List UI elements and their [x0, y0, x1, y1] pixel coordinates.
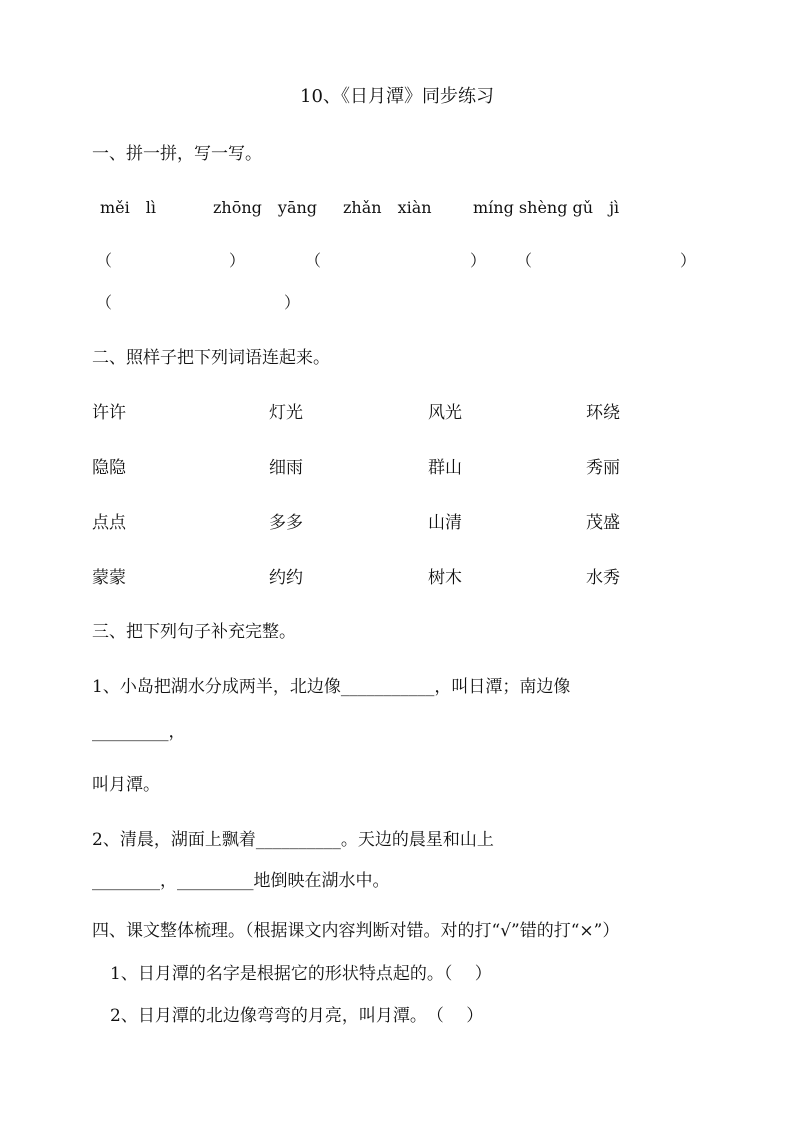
question-1-line-3: 叫月潭。	[92, 775, 160, 795]
blank-4-open: （	[96, 293, 113, 312]
blank-2-open: （	[305, 251, 322, 270]
judgment-item-2: 2、日月潭的北边像弯弯的月亮，叫月潭。 （ ）	[110, 1006, 484, 1026]
question-1-line-2: _________，	[92, 722, 186, 742]
blank-2-close: ）	[470, 251, 487, 270]
word-r2-c3: 群山	[428, 458, 462, 478]
word-r3-c2: 多多	[269, 513, 303, 533]
word-r3-c3: 山清	[428, 513, 462, 533]
pinyin-1: měi lì	[100, 198, 156, 217]
word-r3-c4: 茂盛	[586, 513, 620, 533]
section-1-heading: 一、拼一拼，写一写。	[92, 144, 262, 164]
pinyin-2: zhōng yāng	[213, 198, 318, 217]
blank-3-open: （	[516, 251, 533, 270]
word-r4-c3: 树木	[428, 568, 462, 588]
word-r2-c1: 隐隐	[92, 458, 126, 478]
word-r3-c1: 点点	[92, 513, 126, 533]
word-r2-c4: 秀丽	[586, 458, 620, 478]
question-2-line-1: 2、清晨，湖面上飘着__________。天边的晨星和山上	[92, 830, 494, 850]
word-r1-c2: 灯光	[269, 403, 303, 423]
word-r1-c1: 许许	[92, 403, 126, 423]
question-1-line-1: 1、小岛把湖水分成两半，北边像___________，叫日潭；南边像	[92, 677, 571, 697]
pinyin-3: zhǎn xiàn	[343, 198, 432, 217]
page-title: 10、《日月潭》同步练习	[300, 86, 494, 107]
blank-4-close: ）	[284, 293, 301, 312]
blank-3-close: ）	[680, 251, 697, 270]
question-2-line-2: ________，_________地倒映在湖水中。	[92, 871, 390, 891]
word-r2-c2: 细雨	[269, 458, 303, 478]
word-r4-c2: 约约	[269, 568, 303, 588]
blank-1-open: （	[96, 251, 113, 270]
section-2-heading: 二、照样子把下列词语连起来。	[92, 348, 330, 368]
judgment-item-1: 1、日月潭的名字是根据它的形状特点起的。（ ）	[110, 964, 492, 984]
section-4-heading: 四、课文整体梳理。（根据课文内容判断对错。对的打“√”错的打“×”）	[92, 921, 620, 941]
word-r1-c4: 环绕	[586, 403, 620, 423]
word-r1-c3: 风光	[428, 403, 462, 423]
pinyin-4: míng shèng gǔ jì	[473, 198, 620, 217]
section-3-heading: 三、把下列句子补充完整。	[92, 622, 296, 642]
blank-1-close: ）	[229, 251, 246, 270]
word-r4-c4: 水秀	[586, 568, 620, 588]
word-r4-c1: 蒙蒙	[92, 568, 126, 588]
